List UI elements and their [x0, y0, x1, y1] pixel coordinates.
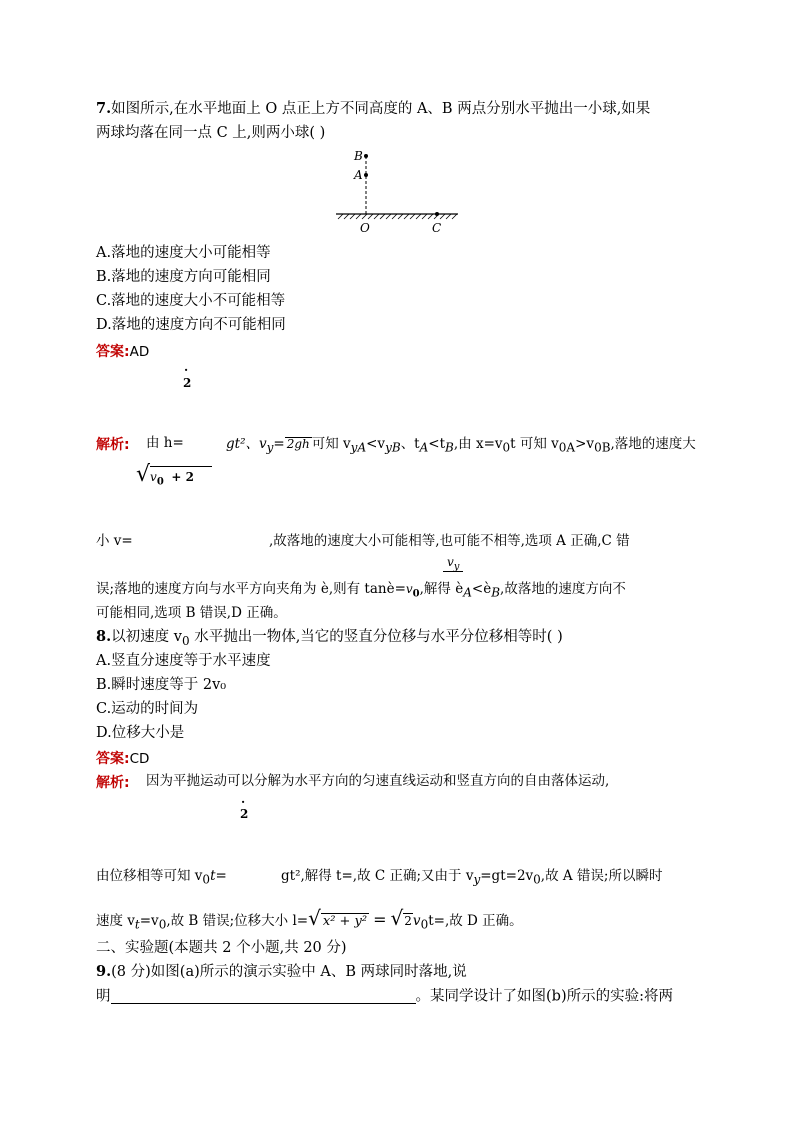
answer-blank[interactable]: [111, 989, 416, 1004]
q7-analysis-label: 解析:: [96, 437, 130, 453]
q7-option-a: A.落地的速度大小可能相等: [96, 245, 271, 261]
q8-option-b: B.瞬时速度等于 2v₀: [96, 677, 227, 693]
q8-option-c: C.运动的时间为: [96, 701, 199, 717]
answer-value: AD: [129, 344, 150, 360]
q7-sqrt-expression: $√v_0 + 2$: [136, 464, 212, 487]
section2-heading: 二、实验题(本题共 2 个小题,共 20 分): [96, 940, 347, 956]
frac-vy: $v_y$: [447, 555, 460, 573]
q7-stem-line1: 7.如图所示,在水平地面上 O 点正上方不同高度的 A、B 两点分别水平抛出一小球,如果: [96, 100, 651, 117]
figure-label-o: O: [360, 221, 370, 235]
q9-number: 9.: [96, 963, 112, 980]
q7-analysis-line1-a: 由 h=: [146, 435, 184, 451]
q7-number: 7.: [96, 100, 112, 117]
ground-hatching: [338, 214, 457, 219]
q7-analysis-line2-a: 小 v=: [96, 533, 133, 549]
figure-label-a: A: [354, 168, 363, 182]
q7-answer: [96, 343, 149, 360]
sqrt-2gh: 2gh: [286, 437, 310, 451]
q8-option-d: D.位移大小是: [96, 725, 185, 741]
q8-answer: 答案:CD: [96, 751, 150, 767]
q7-analysis-line4: 可能相同,选项 B 错误,D 正确。: [96, 605, 287, 621]
sqrt-sign-icon: √: [308, 906, 321, 930]
q9-line1: 9.(8 分)如图(a)所示的演示实验中 A、B 两球同时落地,说: [96, 963, 467, 980]
q7-option-c: C.落地的速度大小不可能相等: [96, 293, 286, 309]
q8-analysis-label: 解析:: [96, 775, 130, 791]
point-c: [435, 212, 439, 216]
q8-number: 8.: [96, 628, 112, 645]
q7-figure: [330, 146, 465, 236]
q8-analysis-line1: 因为平抛运动可以分解为水平方向的匀速直线运动和竖直方向的自由落体运动,: [146, 773, 610, 789]
q8-analysis-line2-b: gt²,解得 t=,故 C 正确;又由于 $v_y=gt=2v_0$,故 A 错误;所以瞬时: [281, 868, 663, 887]
q7-frac-two: 2: [183, 376, 192, 390]
q7-analysis-line2-b: ,故落地的速度大小可能相等,也可能不相等,选项 A 正确,C 错: [269, 533, 630, 549]
answer-label: 答案:: [96, 344, 130, 360]
q9-line2: 明 。某同学设计了如图(b)所示的实验:将两: [96, 988, 673, 1005]
q8-frac-dot: ·: [241, 795, 246, 809]
q8-analysis-line2-a: 由位移相等可知 $v_0t=$: [96, 868, 227, 887]
q7-analysis-line1-rest: gt²、$v_y= 2gh$ 可知 $v_{yA}<v_{yB}$、$t_A<t_B$,由 $x=v_0t$ 可知 $v_{0A}>v_{0B}$,落地的速度大: [226, 436, 696, 455]
sqrt-sign-icon-2: √: [390, 906, 404, 930]
q7-stem-line2: 两球均落在同一点 C 上,则两小球( ): [96, 125, 326, 141]
q7-option-d: D.落地的速度方向不可能相同: [96, 317, 286, 333]
sqrt-sign-icon: √: [136, 462, 151, 487]
q7-analysis-line3: 误;落地的速度方向与水平方向夹角为 è,则有 $\tan è=v_0$,解得 $è_A<è_B$,故落地的速度方向不: [96, 581, 626, 600]
q8-frac-two: 2: [240, 807, 249, 821]
frac-line: [443, 571, 463, 572]
q8-stem: 8.以初速度 $v_0$ 水平抛出一物体,当它的竖直分位移与水平分位移相等时( ): [96, 628, 563, 648]
figure-label-c: C: [432, 221, 442, 235]
q8-analysis-line3: 速度 $v_t=v_0$,故 B 错误;位移大小 l=√ $x^2 + y^2 = √2v_0t=$,故 D 正确。: [96, 906, 523, 932]
q7-frac-dot: ·: [184, 363, 189, 377]
q8-option-a: A.竖直分速度等于水平速度: [96, 653, 271, 669]
q7-option-b: B.落地的速度方向可能相同: [96, 269, 271, 285]
figure-label-b: B: [354, 149, 363, 163]
